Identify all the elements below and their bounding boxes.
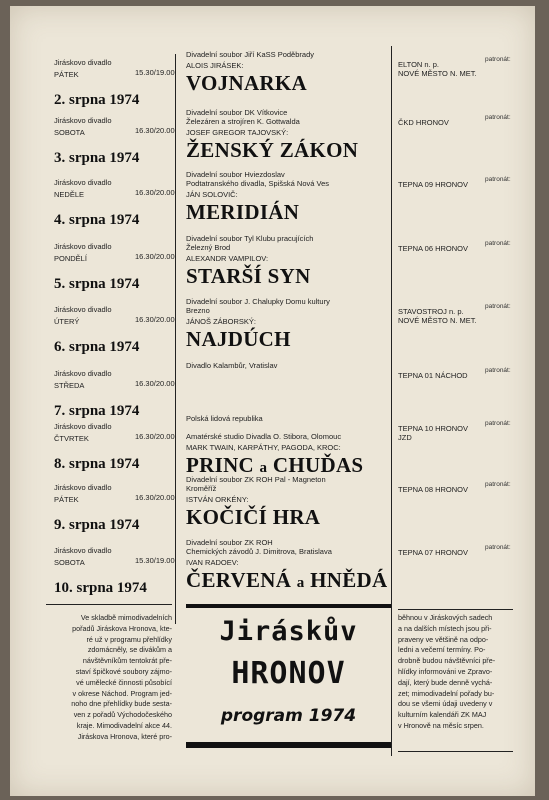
patron-line: NOVÉ MĚSTO N. MET. [398, 69, 477, 78]
author: ISTVÁN ORKÉNY: [186, 495, 249, 504]
patron [398, 244, 468, 253]
show-times: 16.30/20.00 [135, 252, 175, 261]
theatre-name: Jiráskovo divadlo [54, 369, 112, 378]
ensemble-line [186, 423, 391, 432]
patron-line: JZD [398, 433, 412, 442]
ensemble [186, 297, 391, 315]
paragraph-line: v Hronově na měsíc srpen. [398, 721, 484, 730]
author: ALOIS JIRÁSEK: [186, 61, 244, 70]
patron-label: patronát: [485, 367, 511, 374]
theatre-name: Jiráskovo divadlo [54, 116, 112, 125]
patron [398, 485, 468, 494]
paragraph-line: Jiráskova Hronova, které pro- [77, 731, 172, 741]
ensemble-line: Železáren a strojíren K. Gottwalda [186, 117, 300, 126]
play-title: ŽENSKÝ ZÁKON [186, 138, 359, 162]
patron-line: TEPNA 09 HRONOV [398, 180, 469, 189]
paragraph-line: zet; mimodivadelní pořady bu- [398, 688, 495, 698]
paragraph-line: dají, který bude denně vychá- [398, 677, 493, 687]
patron-label: patronát: [485, 544, 511, 551]
play-title: KOČIČÍ HRA [186, 505, 321, 529]
patron-label: patronát: [485, 303, 511, 310]
logo-top-bar [186, 604, 391, 608]
rule-right-bottom [398, 609, 513, 610]
ensemble [186, 234, 391, 252]
theatre-name: Jiráskovo divadlo [54, 178, 112, 187]
patron [398, 424, 468, 442]
show-times: 15.30/19.00 [135, 556, 175, 565]
paragraph-line: staví špičkové soubory zájmo- [75, 667, 172, 676]
theatre-name: Jiráskovo divadlo [54, 242, 112, 251]
weekday: STŘEDA [54, 381, 85, 390]
play-title: NAJDÚCH [186, 327, 291, 351]
ensemble-line: Amatérské studio Divadla O. Stibora, Olomouc [186, 432, 342, 441]
weekday: NEDĚLE [54, 190, 85, 199]
paragraph-line: v okrese Náchod. Program jed- [72, 688, 172, 698]
logo-title: Jiráskův [219, 616, 358, 647]
ensemble-line: Divadelní soubor Hviezdoslav [186, 170, 285, 179]
performance-date: 6. srpna 1974 [54, 339, 140, 355]
ensemble-line: Divadelní soubor J. Chalupky Domu kultury [186, 297, 330, 306]
paragraph-line: ledni a večerní termíny. Po- [398, 645, 486, 655]
ensemble [186, 538, 391, 556]
performance-date: 4. srpna 1974 [54, 212, 140, 228]
play-title: ČERVENÁ a HNĚDÁ [186, 568, 388, 592]
ensemble-line: Divadelní soubor ZK ROH Pal - Magneton [186, 475, 326, 484]
paragraph-line: běhnou v Jiráskových sadech [398, 613, 493, 622]
paragraph-line: pořadů Jiráskova Hronova, kte- [72, 623, 172, 633]
paragraph-line: noho dne přehlídky bude sesta- [71, 699, 172, 709]
performance-date: 10. srpna 1974 [54, 580, 147, 596]
logo-bottom-bar [186, 742, 391, 748]
patron-label: patronát: [485, 420, 511, 427]
paragraph-line: ré už v programu přehlídky [86, 634, 172, 644]
patron-line: NOVÉ MĚSTO N. MET. [398, 316, 477, 325]
ensemble [186, 414, 391, 441]
rule-left-bottom [46, 604, 172, 605]
show-times: 15.30/19.00 [135, 68, 175, 77]
logo-hronov: HRONOV [231, 656, 346, 691]
ensemble [186, 475, 391, 493]
paragraph-line: Ve skladbě mimodivadelních [80, 613, 172, 622]
ensemble-line: Kroměříž [186, 484, 217, 493]
performance-date: 7. srpna 1974 [54, 403, 140, 419]
ensemble-line: Polská lidová republika [186, 414, 263, 423]
author: JOSEF GREGOR TAJOVSKÝ: [186, 128, 289, 137]
theatre-name: Jiráskovo divadlo [54, 58, 112, 67]
theatre-name: Jiráskovo divadlo [54, 483, 112, 492]
weekday: SOBOTA [54, 128, 85, 137]
theatre-name: Jiráskovo divadlo [54, 422, 112, 431]
ensemble-line: Podtatranského divadla, Spišská Nová Ves [186, 179, 330, 188]
ensemble-line: Chemických závodů J. Dimitrova, Bratislava [186, 547, 332, 556]
show-times: 16.30/20.00 [135, 432, 175, 441]
patron-line: TEPNA 06 HRONOV [398, 244, 469, 253]
patron-line: TEPNA 01 NÁCHOD [398, 371, 468, 380]
weekday: ÚTERÝ [54, 317, 80, 326]
theatre-name: Jiráskovo divadlo [54, 305, 112, 314]
play-title: STARŠÍ SYN [186, 264, 311, 288]
logo-program: program 1974 [220, 706, 357, 726]
paragraph-line: dou se všemi údaji uvedeny v [398, 699, 493, 709]
ensemble [186, 50, 391, 59]
patron [398, 180, 468, 189]
patron [398, 307, 477, 325]
ensemble-line: Brezno [186, 306, 210, 315]
play-title: VOJNARKA [186, 71, 307, 95]
paragraph-line: kraje. Mimodivadelní akce 44. [76, 721, 172, 730]
weekday: SOBOTA [54, 558, 85, 567]
weekday: ČTVRTEK [54, 434, 89, 443]
column-divider-right [391, 46, 392, 756]
author: IVAN RADOEV: [186, 558, 239, 567]
author: JÁNOŠ ZÁBORSKÝ: [186, 317, 257, 326]
ensemble [186, 108, 391, 126]
show-times: 16.30/20.00 [135, 188, 175, 197]
paragraph-line: a na dalších místech jsou při- [398, 623, 492, 633]
column-divider-left [175, 54, 176, 624]
patron-line: TEPNA 07 HRONOV [398, 548, 469, 557]
rule-right-end [398, 751, 513, 752]
patron-line: ELTON n. p. [398, 60, 439, 69]
show-times: 16.30/20.00 [135, 315, 175, 324]
ensemble-line: Divadelní soubor Tyl Klubu pracujících [186, 234, 314, 243]
paragraph-line: kulturním kalendáři ZK MAJ [398, 710, 487, 720]
ensemble [186, 170, 391, 188]
patron-line: ČKD HRONOV [398, 118, 449, 127]
performance-date: 2. srpna 1974 [54, 92, 140, 108]
performance-date: 3. srpna 1974 [54, 150, 140, 166]
paragraph-line: vé umělecké činnosti působící [76, 677, 172, 687]
show-times: 16.30/20.00 [135, 493, 175, 502]
program-page [10, 6, 535, 796]
author: JÁN SOLOVIČ: [186, 190, 238, 199]
patron-line: TEPNA 08 HRONOV [398, 485, 469, 494]
author: MARK TWAIN, KARPÁTHY, PAGODA, KROC: [186, 443, 341, 452]
show-times: 16.30/20.00 [135, 379, 175, 388]
patron-label: patronát: [485, 56, 511, 63]
patron [398, 60, 477, 78]
theatre-name: Jiráskovo divadlo [54, 546, 112, 555]
patron [398, 118, 449, 127]
ensemble [186, 361, 391, 370]
patron-line: TEPNA 10 HRONOV [398, 424, 469, 433]
performance-date: 9. srpna 1974 [54, 517, 140, 533]
paragraph-line: praveny ve většině na odpo- [398, 634, 489, 644]
paragraph-line: ven z pořadů Východočeského [73, 710, 172, 720]
author: ALEXANDR VAMPILOV: [186, 254, 269, 263]
patron [398, 371, 468, 380]
ensemble-line: Železný Brod [186, 243, 231, 252]
patron-label: patronát: [485, 240, 511, 247]
weekday: PÁTEK [54, 70, 79, 79]
ensemble-line: Divadlo Kalambůr, Vratislav [186, 361, 278, 370]
performance-date: 5. srpna 1974 [54, 276, 140, 292]
patron [398, 548, 468, 557]
paragraph-line: návštěvníkům tentokrát pře- [82, 656, 172, 666]
paragraph-line: drobně budou návštěvníci pře- [398, 656, 496, 666]
ensemble-line: Divadelní soubor Jiří KaSS Poděbrady [186, 50, 314, 59]
performance-date: 8. srpna 1974 [54, 456, 140, 472]
weekday: PÁTEK [54, 495, 79, 504]
ensemble-line: Divadelní soubor ZK ROH [186, 538, 273, 547]
patron-label: patronát: [485, 481, 511, 488]
weekday: PONDĚLÍ [54, 254, 87, 263]
paragraph-line: zdomácněly, se divákům a [87, 645, 172, 655]
patron-label: patronát: [485, 176, 511, 183]
play-title: MERIDIÁN [186, 200, 300, 224]
patron-line: STAVOSTROJ n. p. [398, 307, 464, 316]
paragraph-line: hlídky informováni ve Zpravo- [398, 667, 493, 676]
patron-label: patronát: [485, 114, 511, 121]
ensemble-line: Divadelní soubor DK Vítkovice [186, 108, 288, 117]
play-title: PRINC a CHUĎAS [186, 453, 364, 477]
show-times: 16.30/20.00 [135, 126, 175, 135]
